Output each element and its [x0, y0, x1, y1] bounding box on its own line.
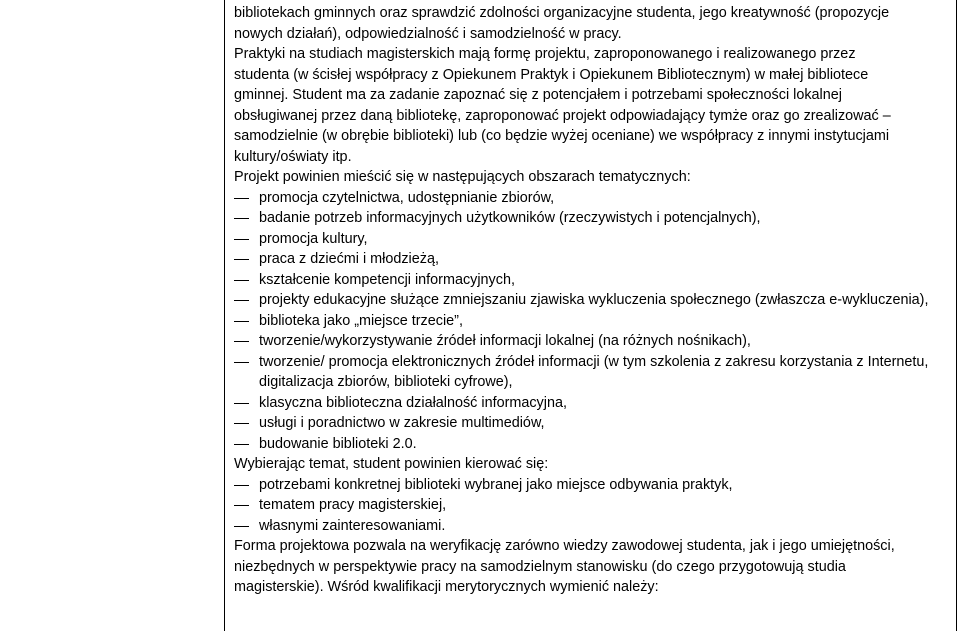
thematic-areas-list: [234, 188, 950, 455]
list-item: tematem pracy magisterskiej,: [234, 495, 950, 516]
list-item: tworzenie/ promocja elektronicznych źródeł informacji (w tym szkolenia z zakresu korzystania z Internetu, digitalizacja zbiorów, biblioteki cyfrowe),: [234, 352, 950, 393]
list-item: praca z dziećmi i młodzieżą,: [234, 249, 950, 270]
list-item: kształcenie kompetencji informacyjnych,: [234, 270, 950, 291]
list-item: klasyczna biblioteczna działalność informacyjna,: [234, 393, 950, 414]
text-line: studenta (w ścisłej współpracy z Opiekunem Praktyk i Opiekunem Bibliotecznym) w małej bibliotece: [234, 66, 869, 83]
intro-paragraph: [234, 3, 950, 167]
list-item: własnymi zainteresowaniami.: [234, 516, 950, 537]
areas-heading: Projekt powinien mieścić się w następujących obszarach tematycznych:: [234, 169, 691, 185]
list-item: usługi i poradnictwo w zakresie multimediów,: [234, 413, 950, 434]
table-border-right: [956, 0, 957, 631]
list-item: projekty edukacyjne służące zmniejszaniu zjawiska wykluczenia społecznego (zwłaszcza e-wykluczenia),: [234, 290, 950, 311]
text-line: magisterskie). Wśród kwalifikacji merytorycznych wymienić należy:: [234, 579, 659, 595]
text-line: Praktyki na studiach magisterskich mają formę projektu, zaproponowanego i realizowanego przez: [234, 46, 856, 62]
list-item: biblioteka jako „miejsce trzecie”,: [234, 311, 950, 332]
topic-criteria-list: [234, 475, 950, 537]
text-line: gminnej. Student ma za zadanie zapoznać się z potencjałem i potrzebami społeczności lokalnej: [234, 87, 842, 103]
table-border-left: [224, 0, 225, 631]
text-line: nowych działań), odpowiedzialność i samodzielność w pracy.: [234, 25, 622, 42]
text-line: obsługiwanej przez daną bibliotekę, zaproponować projekt odpowiadający tymże oraz go zrealizować –: [234, 107, 891, 124]
text-line: niezbędnych w perspektywie pracy na samodzielnym stanowisku (do czego przygotowują studia: [234, 558, 846, 575]
text-line: kultury/oświaty itp.: [234, 148, 352, 165]
list-item: promocja czytelnictwa, udostępnianie zbiorów,: [234, 188, 950, 209]
list-item: budowanie biblioteki 2.0.: [234, 434, 950, 455]
document-cell: [234, 3, 950, 598]
text-line: bibliotekach gminnych oraz sprawdzić zdolności organizacyjne studenta, jego kreatywność (propozycje: [234, 5, 890, 21]
list-item: badanie potrzeb informacyjnych użytkowników (rzeczywistych i potencjalnych),: [234, 208, 950, 229]
list-item: promocja kultury,: [234, 229, 950, 250]
text-line: Forma projektowa pozwala na weryfikację zarówno wiedzy zawodowej studenta, jak i jego umiejętności,: [234, 538, 895, 554]
closing-paragraph: [234, 536, 950, 598]
text-line: samodzielnie (w obrębie biblioteki) lub (co będzie wyżej oceniane) we współpracy z innymi instytucjami: [234, 128, 890, 144]
topic-heading: Wybierając temat, student powinien kierować się:: [234, 456, 549, 472]
list-item: tworzenie/wykorzystywanie źródeł informacji lokalnej (na różnych nośnikach),: [234, 331, 950, 352]
list-item: potrzebami konkretnej biblioteki wybranej jako miejsce odbywania praktyk,: [234, 475, 950, 496]
